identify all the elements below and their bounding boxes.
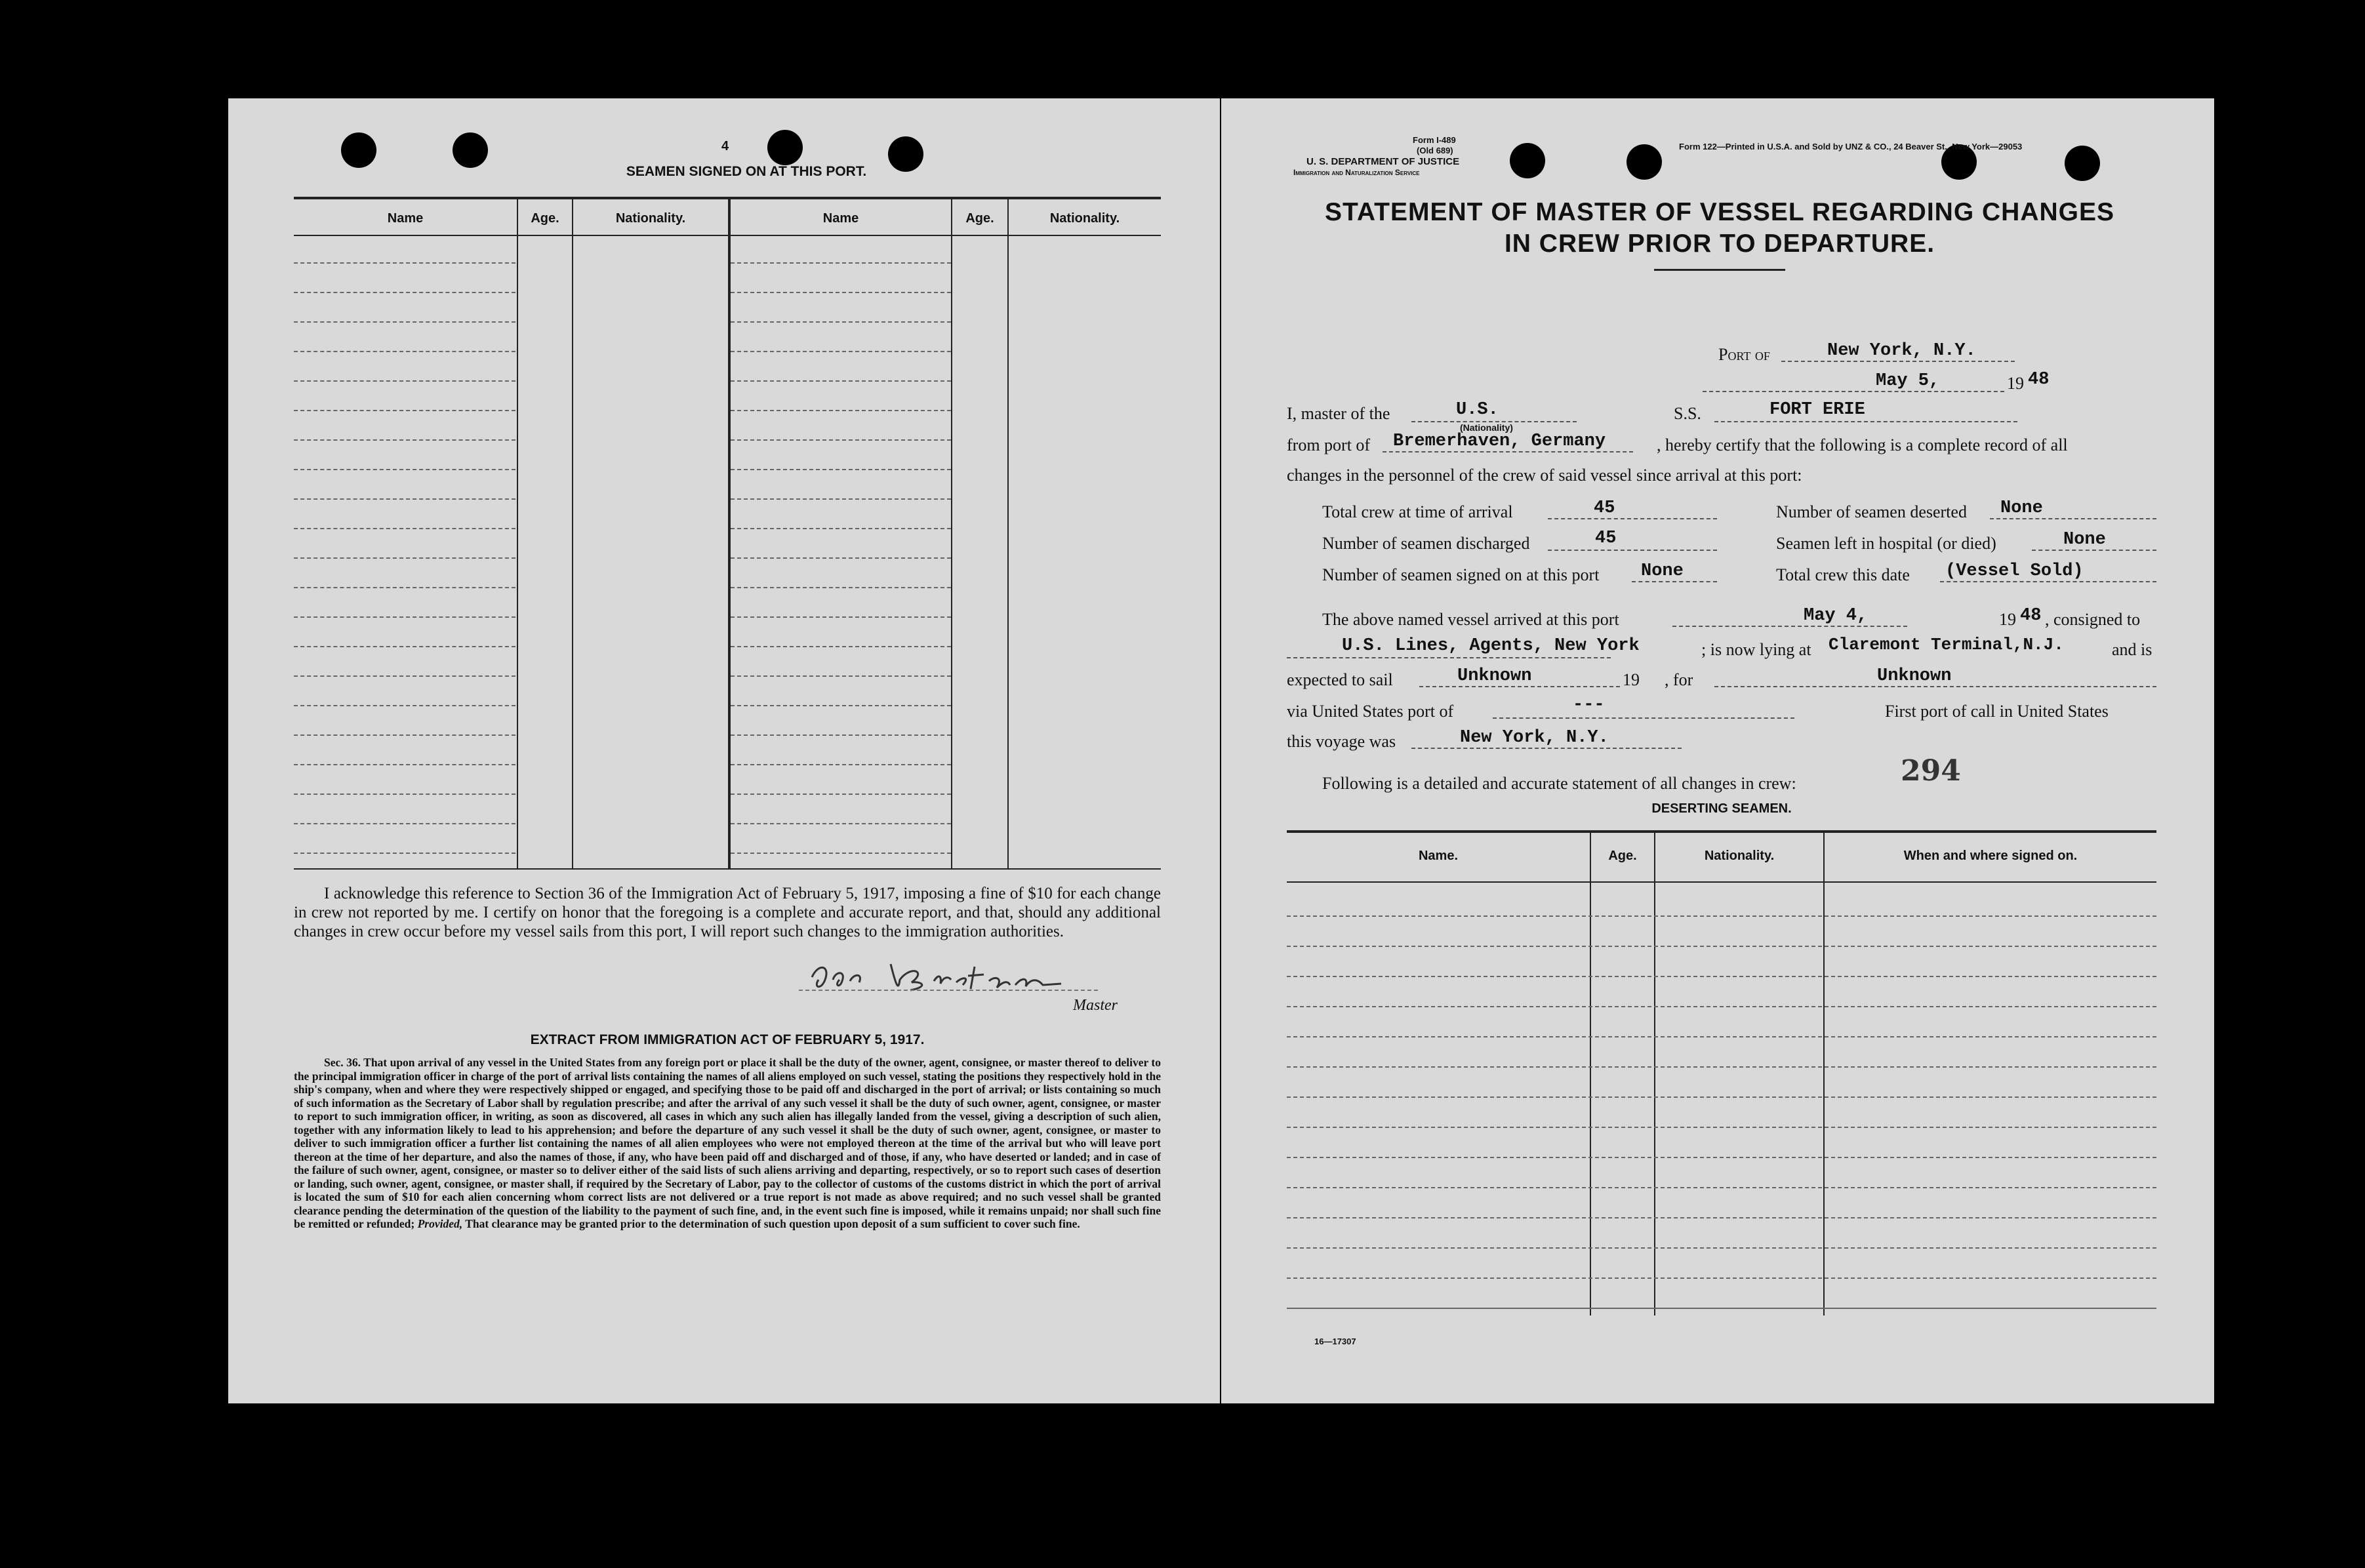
table-row [731, 705, 951, 706]
table-row [731, 646, 951, 647]
table-row [731, 262, 951, 264]
punch-hole [1510, 143, 1545, 178]
hospital-value: None [2063, 530, 2106, 550]
via-value: --- [1573, 695, 1605, 715]
table-row [1287, 946, 2156, 947]
table-row [731, 351, 951, 352]
total-today-field-line [1940, 581, 2156, 582]
column-divider [1007, 199, 1009, 868]
column-divider [1654, 833, 1655, 1316]
table-row [294, 469, 515, 470]
port-label: Port of [1718, 345, 1770, 364]
column-divider [1590, 833, 1591, 1316]
extract-title: EXTRACT FROM IMMIGRATION ACT OF FEBRUARY 5, 1917. [530, 1032, 925, 1047]
deserted-value: None [2000, 498, 2043, 518]
vessel-field-line [1714, 421, 2017, 422]
master-signature [799, 951, 1101, 1003]
consignee-field-line [1287, 657, 1611, 658]
right-page [1221, 98, 2214, 1403]
column-divider [951, 199, 952, 868]
table-row [731, 528, 951, 529]
table-row [731, 734, 951, 736]
table-center-divider [728, 199, 731, 868]
arrived-year-value: 48 [2020, 606, 2042, 626]
section-body: That upon arrival of any vessel in the United States from any foreign port or place it shall be the duty of the owner, agent, consignee, or master thereof to deliver to the principal immigration officer in charge of the port of arrival lists containing the names of all aliens employed on such vessel, stating the positions they respectively hold in the ship's company, when and where they were respectively shipped or engaged, and specifying those to be paid off and discharged in the port of arrival; or lists containing so much of such information as the Secretary of Labor shall by regulation prescribe; and after the arrival of any such vessel it shall be the duty of such owner, agent, consignee, or master to report to such immigration officer, in writing, as soon as discovered, all cases in which any such alien has illegally landed from the vessel, giving a description of such alien, together with any information likely to lead to his apprehension; and before the departure of any such vessel it shall be the duty of such owner, agent, consignee, or master to deliver to such immigration officer a further list containing the names of all alien employees who were not employed thereon at the time of the arrival but who will leave port thereon at the time of her departure, and also the names of those, if any, who have been paid off and discharged and of those, if any, who have deserted or landed; and in case of the failure of such owner, agent, consignee, or master so to deliver either of the said lists of such aliens arriving and departing, respectively, or so to report such cases of desertion or landing, such owner, agent, consignee, or master shall, if required by the Secretary of Labor, pay to the collector of customs of the customs district in which the port of arrival is located the sum of $10 for each alien concerning whom correct lists are not delivered or a true report is not made as above required; and no such vessel shall be granted clearance pending the determination of the question of the liability to the payment of such fine, and, in the event such fine is imposed, while it remains unpaid; nor shall such fine be remitted or refunded; [294, 1056, 1161, 1230]
for-label: , for [1665, 670, 1693, 689]
table-row [294, 262, 515, 264]
table-row [731, 469, 951, 470]
extract-text [294, 1056, 1161, 1231]
signed-on-field-line [1632, 581, 1717, 582]
ss-label: S.S. [1674, 404, 1701, 423]
form-old-number: (Old 689) [1417, 146, 1453, 155]
column-header-nationality: Nationality. [1049, 211, 1120, 226]
section-tail: That clearance may be granted prior to the determination of such question upon deposit of a sum sufficient to cover such fine. [465, 1217, 1080, 1230]
table-header-rule [294, 235, 1161, 236]
table-row [731, 853, 951, 854]
expected-field-line [1419, 686, 1620, 687]
expected-value: Unknown [1457, 666, 1532, 686]
table-row [731, 439, 951, 441]
arrived-value: May 4, [1804, 606, 1868, 626]
table-row [294, 616, 515, 618]
date-value: May 5, [1876, 371, 1940, 391]
column-header-nationality: Nationality. [615, 211, 686, 226]
column-header-when-where: When and where signed on. [1903, 849, 2078, 863]
table-row [1287, 915, 2156, 917]
voyage-field-line [1411, 748, 1682, 749]
hospital-field-line [2032, 550, 2156, 551]
table-row [1287, 1006, 2156, 1007]
port-value: New York, N.Y. [1827, 341, 1976, 361]
table-row [1287, 1277, 2156, 1279]
deserted-field-line [1990, 518, 2156, 519]
punch-hole [453, 132, 488, 168]
total-crew-field-line [1548, 518, 1717, 519]
table-row [1287, 1127, 2156, 1128]
from-port-value: Bremerhaven, Germany [1393, 432, 1606, 451]
table-row [1287, 1036, 2156, 1037]
punch-hole [1627, 144, 1662, 180]
table-top-rule [294, 197, 1161, 199]
acknowledgement-text: I acknowledge this reference to Section 36 of the Immigration Act of February 5, 1917, imposing a fine of $10 for each change in crew not reported by me. I certify on honor that the foregoing is a complete and accurate report, and that, should any additional changes in crew occur before my vessel sails from this port, I will report such changes to the immigration authorities. [294, 885, 1161, 940]
table-row [294, 410, 515, 411]
column-header-name: Name. [1418, 849, 1459, 863]
punch-hole [341, 132, 376, 168]
deserted-label: Number of seamen deserted [1776, 502, 1967, 521]
arrived-label: The above named vessel arrived at this port [1322, 610, 1619, 629]
table-row [1287, 1308, 2156, 1309]
table-row [294, 439, 515, 441]
form-title-line-1: STATEMENT OF MASTER OF VESSEL REGARDING CHANGES [1324, 198, 2115, 226]
table-row [731, 410, 951, 411]
discharged-label: Number of seamen discharged [1322, 534, 1530, 553]
discharged-field-line [1548, 550, 1717, 551]
table-row [294, 557, 515, 559]
table-row [294, 675, 515, 677]
section-number: Sec. 36. [324, 1056, 361, 1069]
table-row [294, 853, 515, 854]
column-header-nationality: Nationality. [1704, 849, 1775, 863]
seamen-signed-on-title: SEAMEN SIGNED ON AT THIS PORT. [626, 164, 867, 179]
table-row [731, 557, 951, 559]
column-divider [1823, 833, 1825, 1316]
deserting-table-top-rule [1287, 830, 2156, 833]
table-row [731, 587, 951, 588]
column-header-age: Age. [531, 211, 559, 226]
table-row [731, 292, 951, 293]
table-row [731, 823, 951, 824]
table-row [294, 498, 515, 500]
total-crew-value: 45 [1594, 498, 1615, 518]
table-row [731, 675, 951, 677]
page-number: 4 [721, 139, 729, 153]
total-crew-label: Total crew at time of arrival [1322, 502, 1513, 521]
signed-on-label: Number of seamen signed on at this port [1322, 565, 1600, 584]
from-port-field-line [1383, 451, 1633, 452]
nationality-caption: (Nationality) [1460, 422, 1513, 433]
service-name: Immigration and Naturalization Service [1293, 168, 1420, 177]
discharged-value: 45 [1595, 529, 1617, 548]
column-header-name: Name [822, 211, 859, 226]
left-page [228, 98, 1220, 1403]
table-row [294, 380, 515, 382]
table-row [731, 321, 951, 323]
certify-text: , hereby certify that the following is a complete record of all [1657, 435, 2068, 454]
lying-value: Claremont Terminal,N.J. [1829, 635, 2064, 654]
table-row [294, 734, 515, 736]
table-row [731, 380, 951, 382]
deserting-table-header-rule [1287, 881, 2156, 883]
column-divider [572, 199, 573, 868]
table-row [731, 764, 951, 765]
table-row [1287, 976, 2156, 977]
table-bottom-rule [294, 868, 1161, 870]
column-header-age: Age. [1608, 849, 1637, 863]
table-row [1287, 1217, 2156, 1218]
table-row [731, 794, 951, 795]
changes-text: changes in the personnel of the crew of said vessel since arrival at this port: [1287, 466, 1802, 485]
form-number: Form I-489 [1413, 135, 1456, 145]
form-title-line-2: IN CREW PRIOR TO DEPARTURE. [1504, 230, 1935, 258]
for-field-line [1714, 686, 2156, 687]
voyage-value: New York, N.Y. [1460, 728, 1609, 748]
column-header-name: Name [387, 211, 424, 226]
total-today-label: Total crew this date [1776, 565, 1910, 584]
for-value: Unknown [1877, 666, 1952, 686]
table-row [294, 646, 515, 647]
consigned-label: , consigned to [2045, 610, 2141, 629]
vessel-value: FORT ERIE [1769, 400, 1865, 420]
table-row [294, 351, 515, 352]
punch-hole [767, 130, 803, 165]
table-row [294, 823, 515, 824]
table-row [294, 528, 515, 529]
expected-year: 19 [1623, 670, 1640, 689]
consignee-value: U.S. Lines, Agents, New York [1342, 636, 1640, 656]
table-row [1287, 1066, 2156, 1068]
date-field-line [1703, 391, 2004, 392]
table-row [294, 705, 515, 706]
total-today-value: (Vessel Sold) [1945, 561, 2084, 581]
arrived-field-line [1672, 626, 1907, 627]
title-underline [1654, 269, 1785, 271]
table-row [731, 498, 951, 500]
nationality-value: U.S. [1456, 400, 1499, 420]
department-name: U. S. DEPARTMENT OF JUSTICE [1306, 156, 1460, 167]
from-port-label: from port of [1287, 435, 1371, 454]
provided-clause: Provided, [417, 1217, 463, 1230]
table-row [1287, 1157, 2156, 1158]
table-row [294, 587, 515, 588]
table-row [294, 764, 515, 765]
punch-hole [2065, 146, 2100, 181]
deserting-title: DESERTING SEAMEN. [1651, 801, 1792, 816]
voyage-label: this voyage was [1287, 732, 1396, 751]
via-label: via United States port of [1287, 702, 1454, 721]
hospital-label: Seamen left in hospital (or died) [1776, 534, 1996, 553]
footer-code: 16—17307 [1314, 1337, 1356, 1346]
handwritten-number: 294 [1901, 754, 1961, 788]
table-row [1287, 1096, 2156, 1098]
printer-note: Form 122—Printed in U.S.A. and Sold by UNZ & CO., 24 Beaver St., New York—29053 [1679, 142, 2023, 151]
year-prefix: 19 [2007, 374, 2024, 393]
table-row [294, 794, 515, 795]
column-divider [517, 199, 518, 868]
signature-caption: Master [1073, 997, 1118, 1014]
table-row [294, 292, 515, 293]
following-text: Following is a detailed and accurate statement of all changes in crew: [1322, 774, 1796, 793]
master-label: I, master of the [1287, 404, 1390, 423]
table-row [1287, 1187, 2156, 1188]
signed-on-value: None [1641, 561, 1684, 581]
table-row [731, 616, 951, 618]
lying-label: ; is now lying at [1701, 640, 1811, 659]
table-row [294, 321, 515, 323]
and-is-text: and is [2112, 640, 2153, 659]
first-call-label: First port of call in United States [1885, 702, 2109, 721]
via-field-line [1493, 717, 1794, 719]
port-field-line [1781, 361, 2015, 362]
table-row [1287, 1247, 2156, 1249]
arrived-year-prefix: 19 [1999, 610, 2016, 629]
expected-label: expected to sail [1287, 670, 1393, 689]
column-header-age: Age. [965, 211, 994, 226]
year-value: 48 [2028, 370, 2050, 390]
